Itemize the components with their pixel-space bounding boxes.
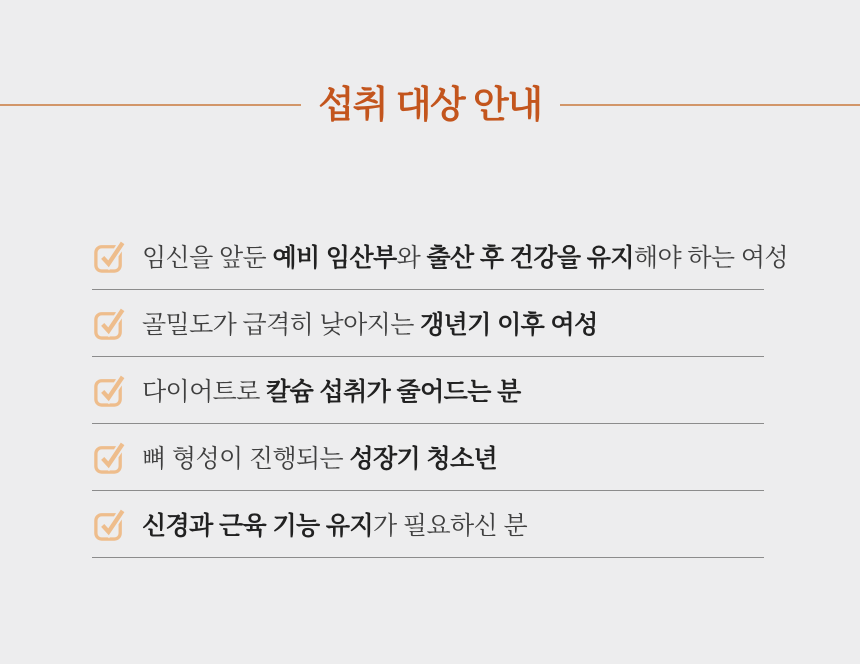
list-item-text-bold-segment: 성장기 청소년 bbox=[349, 445, 498, 473]
list-item-text-segment: 다이어트로 bbox=[142, 378, 267, 406]
list-item-text bbox=[142, 372, 521, 408]
list-item bbox=[92, 223, 788, 290]
checkbox-check-icon bbox=[92, 238, 127, 274]
header-divider-right bbox=[560, 104, 860, 106]
list-item-text-segment: 가 필요하신 분 bbox=[373, 512, 527, 540]
list-item bbox=[92, 290, 764, 357]
intake-target-list bbox=[92, 223, 788, 558]
checkbox-check-icon bbox=[92, 506, 127, 542]
list-item-text-segment: 뼈 형성이 진행되는 bbox=[142, 445, 350, 473]
list-item-text bbox=[142, 238, 788, 274]
list-item-text-segment: 골밀도가 급격히 낮아지는 bbox=[142, 311, 421, 339]
section-header bbox=[0, 85, 860, 125]
list-item-text-segment: 해야 하는 여성 bbox=[633, 244, 788, 272]
list-item-text bbox=[142, 305, 598, 341]
list-item-text-segment: 임신을 앞둔 bbox=[142, 244, 273, 272]
list-item-text-bold-segment: 칼슘 섭취가 줄어드는 분 bbox=[266, 378, 521, 406]
list-item-text-bold-segment: 출산 후 건강을 유지 bbox=[426, 244, 634, 272]
list-item-text-bold-segment: 신경과 근육 기능 유지 bbox=[142, 512, 373, 540]
list-item-text-segment: 와 bbox=[396, 244, 427, 272]
list-item-text bbox=[142, 439, 497, 475]
list-item bbox=[92, 424, 764, 491]
page-title: 섭취 대상 안내 bbox=[318, 84, 542, 125]
checkbox-check-icon bbox=[92, 305, 127, 341]
list-item bbox=[92, 357, 764, 424]
list-item-text-bold-segment: 갱년기 이후 여성 bbox=[420, 311, 598, 339]
header-divider-left bbox=[0, 104, 301, 106]
checkbox-check-icon bbox=[92, 439, 127, 475]
list-item-text bbox=[142, 506, 527, 542]
list-item-text-bold-segment: 예비 임산부 bbox=[272, 244, 397, 272]
list-item bbox=[92, 491, 764, 558]
checkbox-check-icon bbox=[92, 372, 127, 408]
